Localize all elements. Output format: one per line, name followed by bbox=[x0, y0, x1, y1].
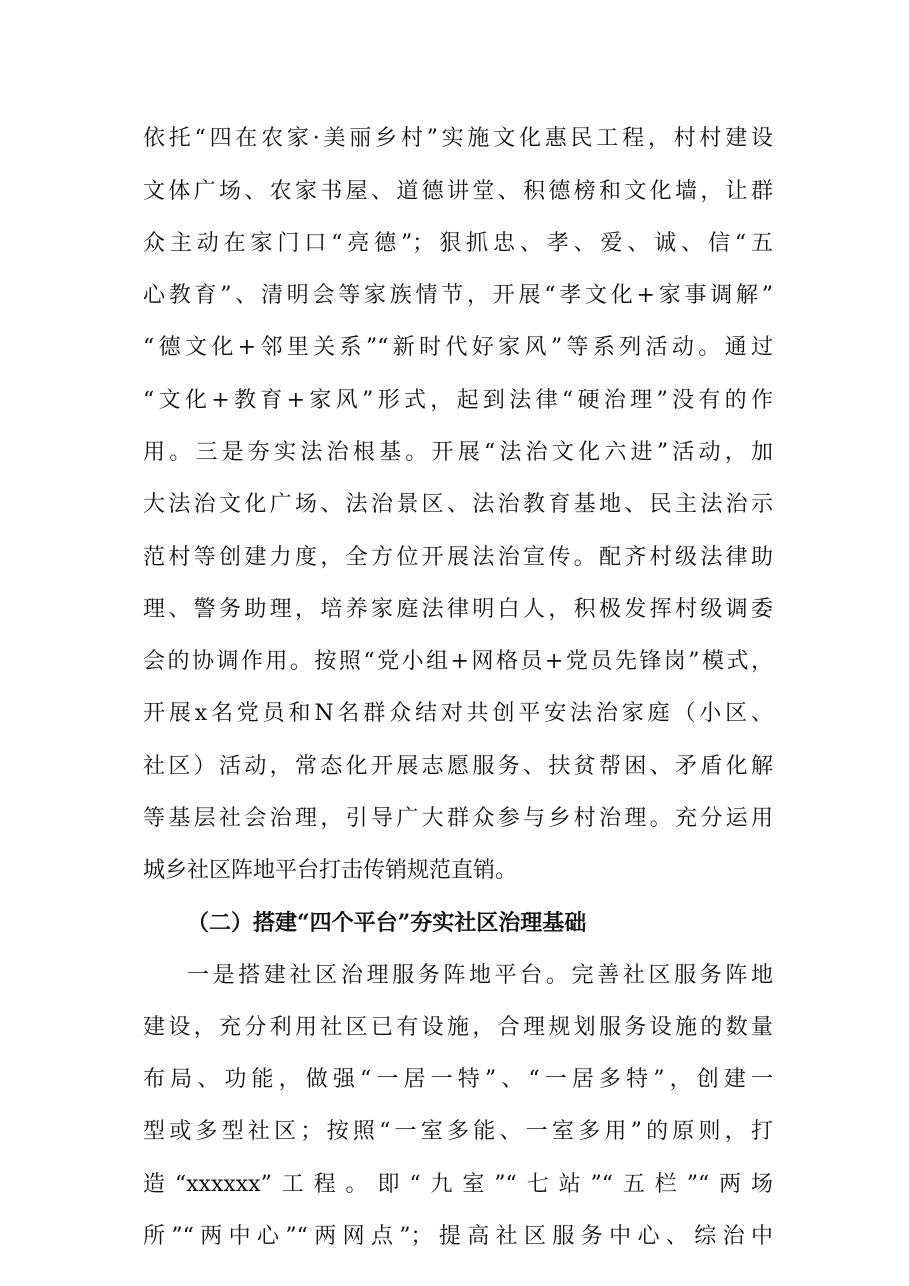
paragraph-line: 依托“四在农家·美丽乡村”实施文化惠民工程，村村建设 bbox=[143, 126, 773, 151]
paragraph-line: 造“xxxxxx”工程。即“九室”“七站”“五栏”“两场 bbox=[143, 1172, 773, 1197]
paragraph-line-first: 一是搭建社区治理服务阵地平台。完善社区服务阵地 bbox=[187, 963, 773, 988]
paragraph-line: 型或多型社区；按照“一室多能、一室多用”的原则，打 bbox=[143, 1119, 773, 1144]
paragraph-line-last: 城乡社区阵地平台打击传销规范直销。 bbox=[143, 858, 518, 883]
paragraph-line: 建设，充分利用社区已有设施，合理规划服务设施的数量 bbox=[143, 1015, 773, 1040]
paragraph-line: 开展x名党员和N名群众结对共创平安法治家庭（小区、 bbox=[143, 701, 773, 726]
paragraph-line: 文体广场、农家书屋、道德讲堂、积德榜和文化墙，让群 bbox=[143, 179, 773, 204]
paragraph-line: 所”“两中心”“两网点”；提高社区服务中心、综治中 bbox=[143, 1224, 773, 1249]
paragraph-line: “文化+教育+家风”形式，起到法律“硬治理”没有的作 bbox=[143, 388, 773, 413]
paragraph-line: “德文化+邻里关系”“新时代好家风”等系列活动。通过 bbox=[143, 335, 773, 360]
paragraph-line: 用。三是夯实法治根基。开展“法治文化六进”活动，加 bbox=[143, 440, 773, 465]
section-heading: （二）搭建“四个平台”夯实社区治理基础 bbox=[187, 910, 587, 936]
paragraph-line: 众主动在家门口“亮德”；狠抓忠、孝、爱、诚、信“五 bbox=[143, 231, 773, 256]
paragraph-line: 布局、功能，做强“一居一特”、“一居多特”，创建一 bbox=[143, 1067, 773, 1092]
paragraph-line: 范村等创建力度，全方位开展法治宣传。配齐村级法律助 bbox=[143, 545, 773, 570]
paragraph-line: 大法治文化广场、法治景区、法治教育基地、民主法治示 bbox=[143, 492, 773, 517]
paragraph-line: 等基层社会治理，引导广大群众参与乡村治理。充分运用 bbox=[143, 806, 773, 831]
paragraph-line: 理、警务助理，培养家庭法律明白人，积极发挥村级调委 bbox=[143, 597, 773, 622]
paragraph-line: 社区）活动，常态化开展志愿服务、扶贫帮困、矛盾化解 bbox=[143, 754, 773, 779]
paragraph-line: 会的协调作用。按照“党小组+网格员+党员先锋岗”模式， bbox=[143, 649, 773, 674]
paragraph-line: 心教育”、清明会等家族情节，开展“孝文化+家事调解” bbox=[143, 283, 773, 308]
